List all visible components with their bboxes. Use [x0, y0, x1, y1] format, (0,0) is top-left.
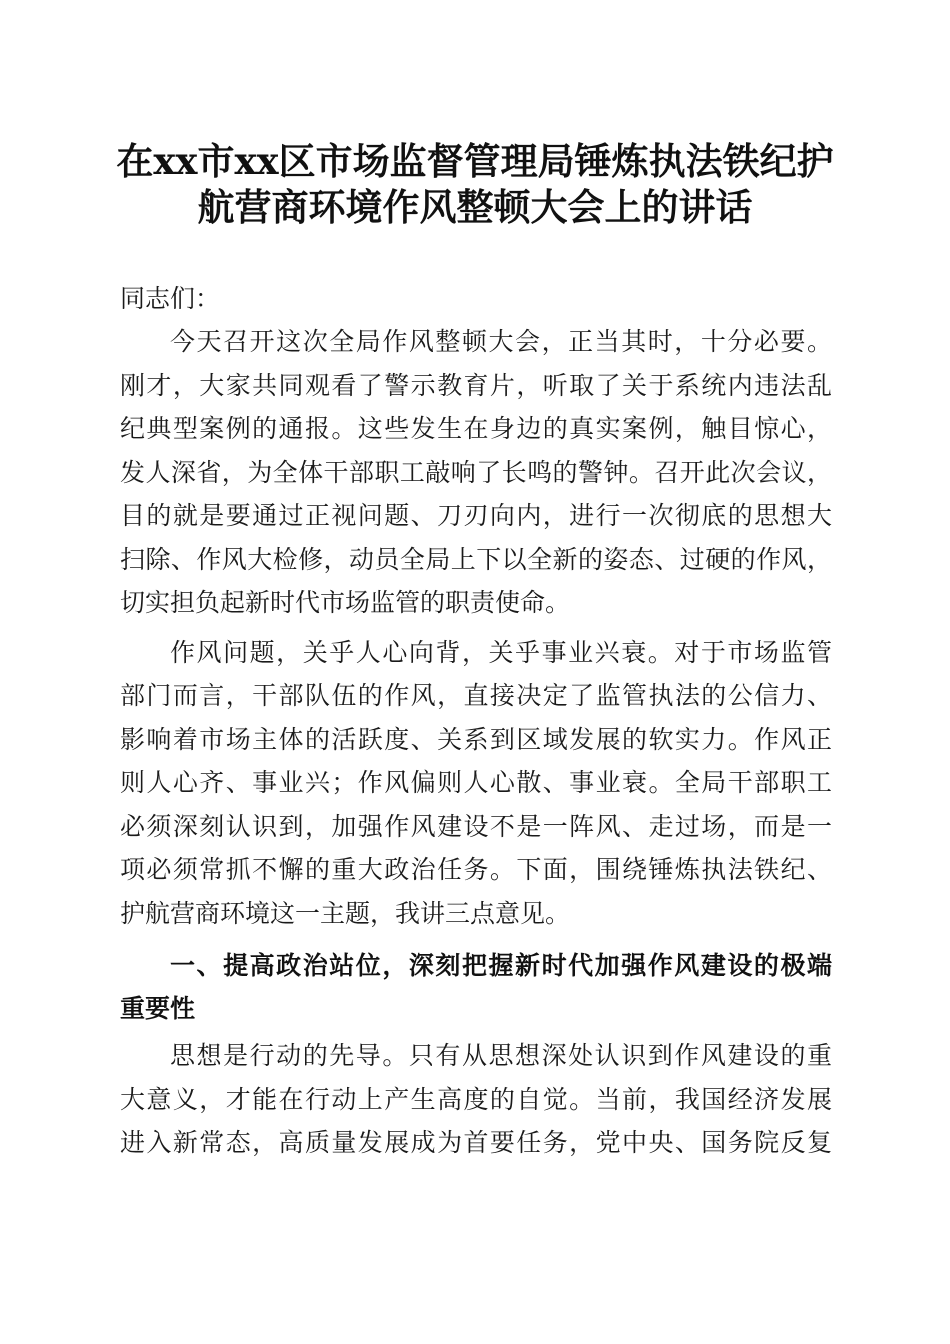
paragraph-line: 发人深省，为全体干部职工敲响了长鸣的警钟。召开此次会议，	[120, 458, 832, 487]
paragraph-line: 项必须常抓不懈的重大政治任务。下面，围绕锤炼执法铁纪、	[120, 855, 832, 884]
paragraph-line: 刚才，大家共同观看了警示教育片，听取了关于系统内违法乱	[120, 371, 832, 400]
paragraph-line: 必须深刻认识到，加强作风建设不是一阵风、走过场，而是一	[120, 812, 832, 841]
paragraph-line: 作风问题，关乎人心向背，关乎事业兴衰。对于市场监管	[170, 638, 832, 667]
paragraph-line: 今天召开这次全局作风整顿大会，正当其时，十分必要。	[170, 327, 832, 356]
paragraph-line: 扫除、作风大检修，动员全局上下以全新的姿态、过硬的作风，	[120, 545, 832, 574]
section-heading-line: 一、提高政治站位，深刻把握新时代加强作风建设的极端	[170, 951, 832, 980]
paragraph-line: 大意义，才能在行动上产生高度的自觉。当前，我国经济发展	[120, 1085, 832, 1114]
section-heading-line: 重要性	[120, 994, 196, 1023]
paragraph-line: 切实担负起新时代市场监管的职责使命。	[120, 588, 571, 617]
document-title-line-1: 在xx市xx区市场监督管理局锤炼执法铁纪护	[116, 139, 834, 183]
paragraph-line: 进入新常态，高质量发展成为首要任务，党中央、国务院反复	[120, 1128, 832, 1157]
paragraph-line: 思想是行动的先导。只有从思想深处认识到作风建设的重	[170, 1041, 832, 1070]
document-title-line-2: 航营商环境作风整顿大会上的讲话	[197, 185, 753, 229]
salutation: 同志们：	[120, 284, 221, 313]
paragraph-line: 则人心齐、事业兴；作风偏则人心散、事业衰。全局干部职工	[120, 768, 832, 797]
paragraph-line: 护航营商环境这一主题，我讲三点意见。	[120, 899, 571, 928]
paragraph-line: 影响着市场主体的活跃度、关系到区域发展的软实力。作风正	[120, 725, 832, 754]
paragraph-line: 目的就是要通过正视问题、刀刃向内，进行一次彻底的思想大	[120, 501, 832, 530]
paragraph-line: 纪典型案例的通报。这些发生在身边的真实案例，触目惊心，	[120, 414, 832, 443]
paragraph-line: 部门而言，干部队伍的作风，直接决定了监管执法的公信力、	[120, 681, 832, 710]
